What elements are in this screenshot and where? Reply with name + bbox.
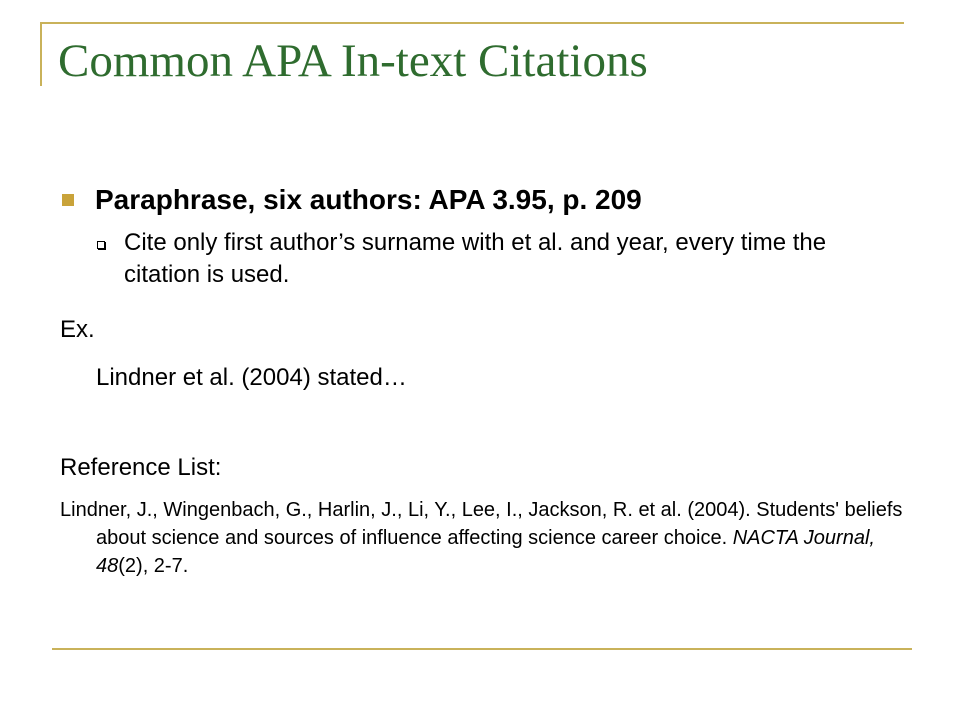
reference-entry: [60, 496, 916, 580]
reference-list-label: Reference List:: [60, 454, 222, 481]
slide-title: Common APA In-text Citations: [58, 35, 648, 87]
hollow-square-bullet-icon: [97, 241, 105, 249]
sub-bullet-text: Cite only first author’s surname with et al. and year, every time the citation is used.: [124, 229, 827, 288]
example-text: Lindner et al. (2004) stated…: [96, 364, 407, 391]
bottom-rule: [52, 648, 912, 650]
square-bullet-icon: [62, 194, 74, 206]
reference-issue-pages: (2), 2-7.: [118, 555, 189, 577]
left-rule: [40, 22, 42, 86]
reference-journal: NACTA Journal, 48: [96, 527, 875, 577]
example-label: Ex.: [60, 316, 95, 343]
main-bullet: [62, 181, 642, 219]
sub-bullet: [97, 227, 897, 291]
main-bullet-text: Paraphrase, six authors: APA 3.95, p. 209: [95, 184, 642, 215]
reference-text: Lindner, J., Wingenbach, G., Harlin, J., Li, Y., Lee, I., Jackson, R. et al. (2004). Students' beliefs about science and sources of influence affecting science career choice.: [60, 499, 903, 549]
top-rule: [40, 22, 904, 24]
